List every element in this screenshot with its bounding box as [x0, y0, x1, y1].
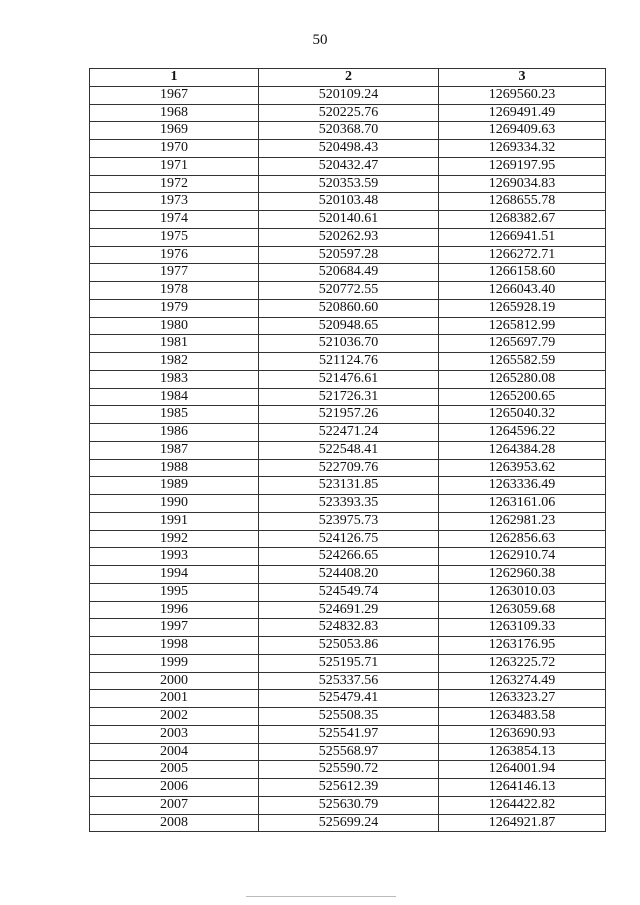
cell-value-2: 524266.65 — [259, 548, 439, 566]
cell-value-3: 1263690.93 — [439, 725, 606, 743]
cell-value-3: 1265928.19 — [439, 299, 606, 317]
cell-year: 1976 — [90, 246, 259, 264]
cell-value-3: 1263225.72 — [439, 654, 606, 672]
table-row — [90, 583, 606, 601]
cell-value-2: 520140.61 — [259, 211, 439, 229]
table-row — [90, 157, 606, 175]
cell-year: 1967 — [90, 86, 259, 104]
cell-value-3: 1265200.65 — [439, 388, 606, 406]
cell-year: 1977 — [90, 264, 259, 282]
cell-value-2: 520684.49 — [259, 264, 439, 282]
cell-value-3: 1263010.03 — [439, 583, 606, 601]
cell-value-3: 1266941.51 — [439, 228, 606, 246]
table-row — [90, 317, 606, 335]
table-row — [90, 743, 606, 761]
table-body — [90, 86, 606, 832]
table-row — [90, 548, 606, 566]
cell-value-2: 520860.60 — [259, 299, 439, 317]
table-row — [90, 796, 606, 814]
cell-value-3: 1265040.32 — [439, 406, 606, 424]
cell-value-3: 1264596.22 — [439, 424, 606, 442]
cell-value-3: 1266043.40 — [439, 282, 606, 300]
cell-value-2: 522471.24 — [259, 424, 439, 442]
cell-value-2: 520597.28 — [259, 246, 439, 264]
table-row — [90, 211, 606, 229]
table-row — [90, 530, 606, 548]
cell-year: 1986 — [90, 424, 259, 442]
cell-year: 1970 — [90, 140, 259, 158]
cell-year: 1971 — [90, 157, 259, 175]
cell-year: 2005 — [90, 761, 259, 779]
cell-value-2: 525053.86 — [259, 637, 439, 655]
table-row — [90, 353, 606, 371]
cell-value-3: 1262960.38 — [439, 566, 606, 584]
table-row — [90, 761, 606, 779]
cell-year: 1972 — [90, 175, 259, 193]
cell-year: 2007 — [90, 796, 259, 814]
table-row — [90, 370, 606, 388]
cell-value-2: 520432.47 — [259, 157, 439, 175]
table-row — [90, 725, 606, 743]
table-row — [90, 637, 606, 655]
table-row — [90, 601, 606, 619]
cell-value-3: 1263854.13 — [439, 743, 606, 761]
table-row — [90, 814, 606, 832]
cell-value-3: 1262856.63 — [439, 530, 606, 548]
cell-value-2: 520262.93 — [259, 228, 439, 246]
cell-value-3: 1264422.82 — [439, 796, 606, 814]
cell-year: 1992 — [90, 530, 259, 548]
cell-value-2: 521476.61 — [259, 370, 439, 388]
column-header-3: 3 — [439, 69, 606, 87]
cell-value-2: 520109.24 — [259, 86, 439, 104]
cell-value-3: 1263483.58 — [439, 708, 606, 726]
cell-value-3: 1264001.94 — [439, 761, 606, 779]
cell-year: 1997 — [90, 619, 259, 637]
table-row — [90, 441, 606, 459]
cell-value-3: 1269560.23 — [439, 86, 606, 104]
cell-value-2: 521957.26 — [259, 406, 439, 424]
cell-value-3: 1269334.32 — [439, 140, 606, 158]
cell-value-2: 522548.41 — [259, 441, 439, 459]
cell-value-3: 1265697.79 — [439, 335, 606, 353]
table-row — [90, 104, 606, 122]
header-row — [90, 69, 606, 87]
table-row — [90, 495, 606, 513]
cell-year: 1999 — [90, 654, 259, 672]
cell-year: 2004 — [90, 743, 259, 761]
cell-value-2: 521124.76 — [259, 353, 439, 371]
cell-value-2: 521726.31 — [259, 388, 439, 406]
cell-year: 1969 — [90, 122, 259, 140]
footer-divider — [246, 896, 396, 897]
cell-value-3: 1268655.78 — [439, 193, 606, 211]
cell-year: 1984 — [90, 388, 259, 406]
table-row — [90, 619, 606, 637]
cell-value-3: 1269197.95 — [439, 157, 606, 175]
cell-value-2: 520772.55 — [259, 282, 439, 300]
cell-value-3: 1263059.68 — [439, 601, 606, 619]
cell-year: 1973 — [90, 193, 259, 211]
cell-value-3: 1263109.33 — [439, 619, 606, 637]
table-row — [90, 299, 606, 317]
cell-value-3: 1263336.49 — [439, 477, 606, 495]
cell-year: 1991 — [90, 512, 259, 530]
cell-year: 2002 — [90, 708, 259, 726]
cell-value-3: 1265812.99 — [439, 317, 606, 335]
cell-value-3: 1262981.23 — [439, 512, 606, 530]
cell-year: 1988 — [90, 459, 259, 477]
cell-value-2: 521036.70 — [259, 335, 439, 353]
cell-year: 1983 — [90, 370, 259, 388]
cell-year: 2008 — [90, 814, 259, 832]
table-row — [90, 424, 606, 442]
cell-year: 1985 — [90, 406, 259, 424]
cell-value-3: 1266158.60 — [439, 264, 606, 282]
cell-year: 1987 — [90, 441, 259, 459]
table-row — [90, 140, 606, 158]
cell-year: 1996 — [90, 601, 259, 619]
cell-value-2: 524691.29 — [259, 601, 439, 619]
cell-value-2: 525195.71 — [259, 654, 439, 672]
cell-value-2: 525568.97 — [259, 743, 439, 761]
cell-value-3: 1269491.49 — [439, 104, 606, 122]
cell-year: 1968 — [90, 104, 259, 122]
cell-year: 2001 — [90, 690, 259, 708]
cell-year: 1994 — [90, 566, 259, 584]
cell-year: 2003 — [90, 725, 259, 743]
cell-year: 1981 — [90, 335, 259, 353]
cell-year: 2000 — [90, 672, 259, 690]
cell-value-2: 520103.48 — [259, 193, 439, 211]
table-row — [90, 708, 606, 726]
cell-value-2: 520498.43 — [259, 140, 439, 158]
table-row — [90, 335, 606, 353]
table-row — [90, 193, 606, 211]
cell-value-3: 1264146.13 — [439, 779, 606, 797]
cell-value-3: 1263176.95 — [439, 637, 606, 655]
cell-value-3: 1263161.06 — [439, 495, 606, 513]
cell-value-3: 1263953.62 — [439, 459, 606, 477]
cell-value-2: 525612.39 — [259, 779, 439, 797]
cell-value-3: 1263323.27 — [439, 690, 606, 708]
cell-value-3: 1263274.49 — [439, 672, 606, 690]
table-row — [90, 779, 606, 797]
cell-value-2: 523393.35 — [259, 495, 439, 513]
cell-value-3: 1266272.71 — [439, 246, 606, 264]
cell-year: 1993 — [90, 548, 259, 566]
cell-value-2: 525590.72 — [259, 761, 439, 779]
cell-value-2: 523131.85 — [259, 477, 439, 495]
cell-value-2: 524549.74 — [259, 583, 439, 601]
cell-value-2: 525699.24 — [259, 814, 439, 832]
table-row — [90, 122, 606, 140]
column-header-1: 1 — [90, 69, 259, 87]
cell-year: 1998 — [90, 637, 259, 655]
cell-value-2: 525508.35 — [259, 708, 439, 726]
cell-value-3: 1265582.59 — [439, 353, 606, 371]
table-row — [90, 282, 606, 300]
table-row — [90, 406, 606, 424]
cell-value-2: 520353.59 — [259, 175, 439, 193]
table-row — [90, 228, 606, 246]
table-row — [90, 388, 606, 406]
cell-value-2: 525337.56 — [259, 672, 439, 690]
table-row — [90, 246, 606, 264]
cell-value-2: 520225.76 — [259, 104, 439, 122]
cell-value-3: 1269034.83 — [439, 175, 606, 193]
table-row — [90, 264, 606, 282]
cell-value-2: 522709.76 — [259, 459, 439, 477]
cell-value-3: 1265280.08 — [439, 370, 606, 388]
table-row — [90, 459, 606, 477]
table-header — [90, 69, 606, 87]
coordinates-table — [89, 68, 606, 832]
cell-value-3: 1264921.87 — [439, 814, 606, 832]
column-header-2: 2 — [259, 69, 439, 87]
cell-value-2: 520368.70 — [259, 122, 439, 140]
cell-year: 1982 — [90, 353, 259, 371]
cell-year: 2006 — [90, 779, 259, 797]
cell-year: 1979 — [90, 299, 259, 317]
cell-value-3: 1269409.63 — [439, 122, 606, 140]
cell-value-3: 1264384.28 — [439, 441, 606, 459]
cell-value-3: 1268382.67 — [439, 211, 606, 229]
cell-value-2: 524408.20 — [259, 566, 439, 584]
cell-value-2: 520948.65 — [259, 317, 439, 335]
cell-value-2: 524126.75 — [259, 530, 439, 548]
cell-year: 1980 — [90, 317, 259, 335]
table-row — [90, 654, 606, 672]
cell-year: 1978 — [90, 282, 259, 300]
cell-value-2: 525541.97 — [259, 725, 439, 743]
table-row — [90, 566, 606, 584]
cell-year: 1995 — [90, 583, 259, 601]
table-row — [90, 672, 606, 690]
cell-year: 1975 — [90, 228, 259, 246]
cell-value-2: 524832.83 — [259, 619, 439, 637]
cell-year: 1974 — [90, 211, 259, 229]
table-row — [90, 690, 606, 708]
cell-value-2: 525479.41 — [259, 690, 439, 708]
cell-value-3: 1262910.74 — [439, 548, 606, 566]
table-row — [90, 175, 606, 193]
table-row — [90, 477, 606, 495]
cell-value-2: 525630.79 — [259, 796, 439, 814]
cell-year: 1989 — [90, 477, 259, 495]
table-row — [90, 512, 606, 530]
page-number: 50 — [312, 32, 328, 48]
table-row — [90, 86, 606, 104]
cell-year: 1990 — [90, 495, 259, 513]
cell-value-2: 523975.73 — [259, 512, 439, 530]
